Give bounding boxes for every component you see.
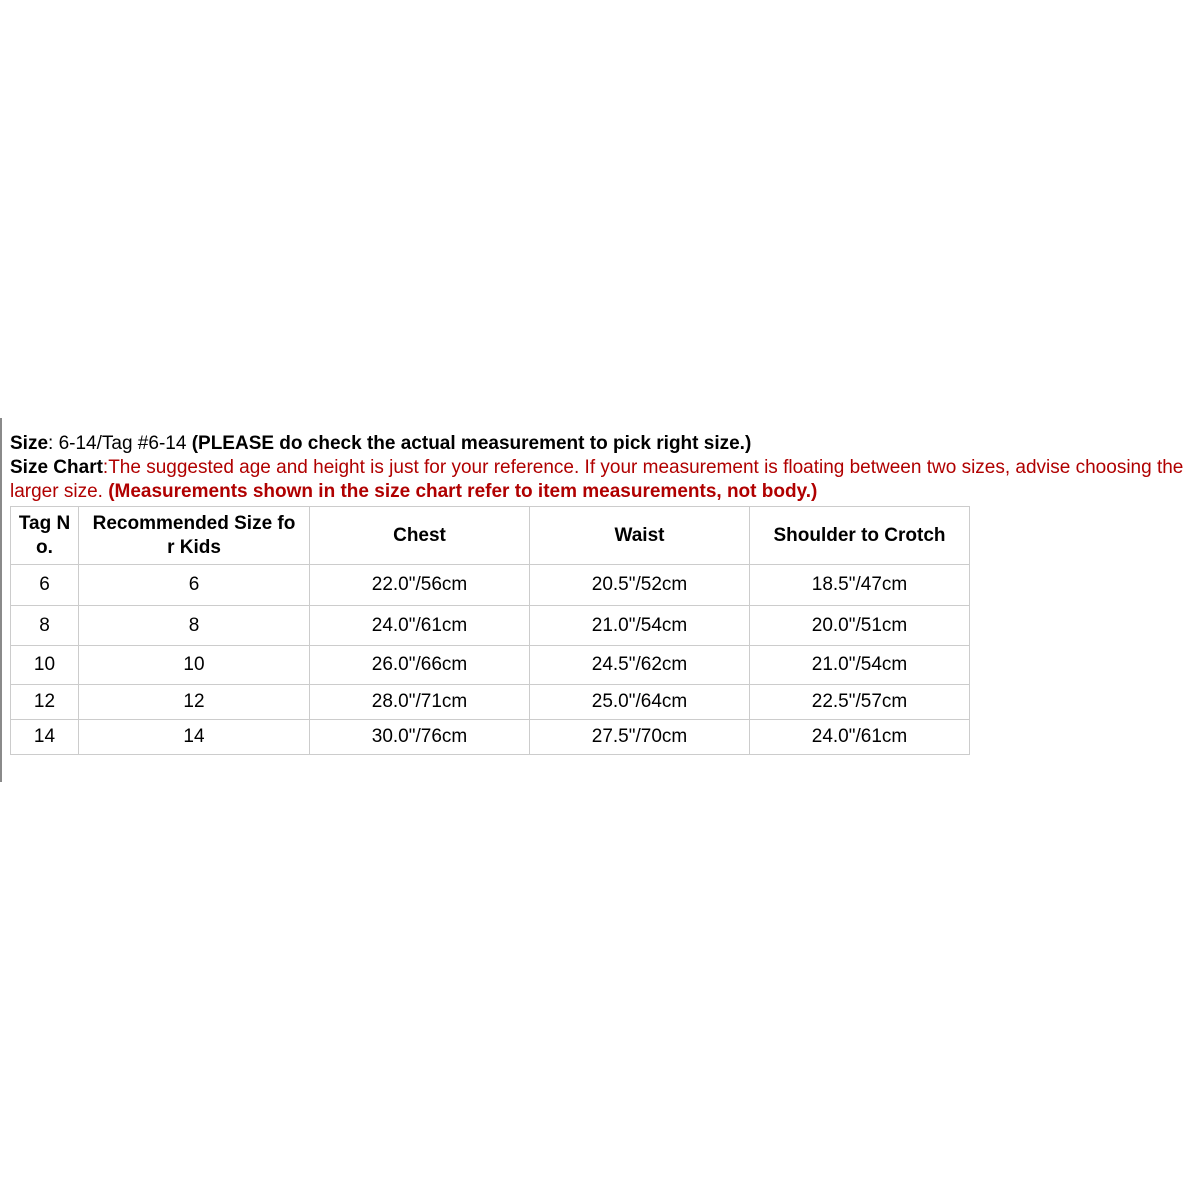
size-line [10, 432, 1190, 456]
shoulder-to-crotch-cell: 20.0"/51cm [750, 606, 970, 646]
chest-cell: 24.0"/61cm [310, 606, 530, 646]
recommended-size-cell: 12 [79, 685, 310, 720]
size-chart-note: (Measurements shown in the size chart refer to item measurements, not body.) [108, 481, 818, 502]
chest-cell: 28.0"/71cm [310, 685, 530, 720]
header-recommended-size [79, 507, 310, 565]
tag-no-cell: 14 [11, 720, 79, 755]
size-note: (PLEASE do check the actual measurement to pick right size.) [191, 433, 752, 454]
table-row [11, 646, 970, 685]
table-row [11, 565, 970, 606]
tag-no-cell: 12 [11, 685, 79, 720]
chest-cell: 26.0"/66cm [310, 646, 530, 685]
waist-cell: 21.0"/54cm [530, 606, 750, 646]
size-chart-text: :The suggested age and height is just for your reference. If your measurement is floating between two sizes, advise choosing the larger size. [10, 457, 1184, 502]
waist-cell: 20.5"/52cm [530, 565, 750, 606]
size-chart-label: Size Chart [10, 457, 103, 478]
chest-cell: 30.0"/76cm [310, 720, 530, 755]
recommended-size-cell: 14 [79, 720, 310, 755]
shoulder-to-crotch-cell: 22.5"/57cm [750, 685, 970, 720]
recommended-size-cell: 6 [79, 565, 310, 606]
waist-cell: 24.5"/62cm [530, 646, 750, 685]
table-row [11, 606, 970, 646]
size-label: Size [10, 433, 49, 454]
size-info [10, 432, 1190, 504]
header-shoulder-to-crotch: Shoulder to Crotch [750, 507, 970, 565]
shoulder-to-crotch-cell: 24.0"/61cm [750, 720, 970, 755]
table-row [11, 720, 970, 755]
shoulder-to-crotch-cell: 21.0"/54cm [750, 646, 970, 685]
size-value: : 6-14/Tag #6-14 [48, 433, 192, 454]
recommended-size-cell: 8 [79, 606, 310, 646]
shoulder-to-crotch-cell: 18.5"/47cm [750, 565, 970, 606]
table-header-row [11, 507, 970, 565]
recommended-size-cell: 10 [79, 646, 310, 685]
header-waist: Waist [530, 507, 750, 565]
tag-no-cell: 10 [11, 646, 79, 685]
tag-no-cell: 8 [11, 606, 79, 646]
waist-cell: 27.5"/70cm [530, 720, 750, 755]
size-table [10, 506, 970, 755]
header-recommended-size-label: Recommended Size fo r Kids [92, 512, 296, 558]
header-tag-no [11, 507, 79, 565]
waist-cell: 25.0"/64cm [530, 685, 750, 720]
chest-cell: 22.0"/56cm [310, 565, 530, 606]
table-row [11, 685, 970, 720]
left-divider [0, 418, 2, 782]
size-chart-line [10, 456, 1190, 504]
header-chest: Chest [310, 507, 530, 565]
header-tag-no-label: Tag N o. [18, 512, 71, 558]
tag-no-cell: 6 [11, 565, 79, 606]
